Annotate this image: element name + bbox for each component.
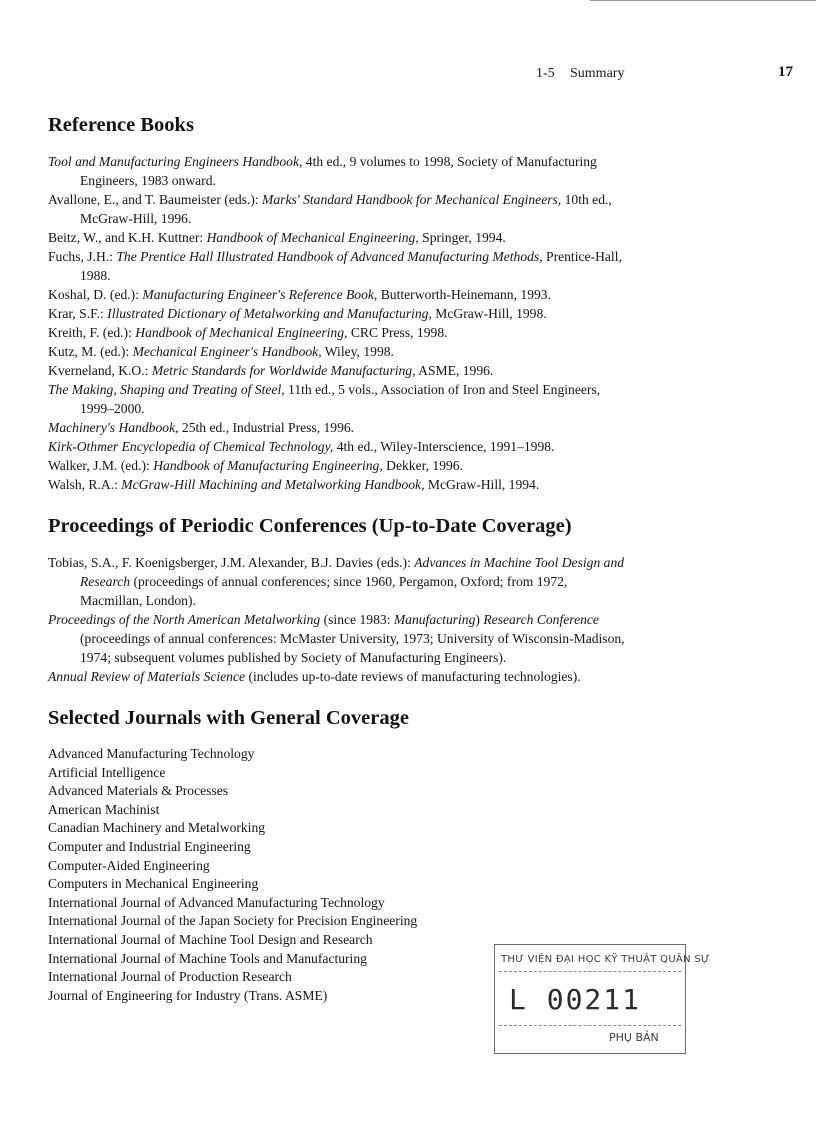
journal-item: Advanced Manufacturing Technology — [48, 746, 255, 761]
stamp-accession-number: L 00211 — [509, 983, 642, 1016]
page-number: 17 — [778, 64, 793, 80]
journal-item: Computer and Industrial Engineering — [48, 838, 251, 854]
reference-entry: Beitz, W., and K.H. Kuttner: Handbook of Mechanical Engineering, Springer, 1994. — [48, 230, 506, 245]
stamp-divider — [499, 1025, 681, 1026]
library-stamp — [494, 944, 710, 1054]
journal-item: American Machinist — [48, 801, 160, 817]
stamp-divider — [499, 971, 681, 972]
top-rule — [590, 0, 816, 1]
page-content — [48, 112, 632, 1024]
stamp-copy-label: PHỤ BẢN — [609, 1031, 659, 1044]
reference-entry: Tool and Manufacturing Engineers Handbook, 4th ed., 9 volumes to 1998, Society of Manufacturing Engineers, 1983 onward. — [48, 154, 597, 188]
journal-item: International Journal of Production Research — [48, 969, 292, 985]
reference-entry: Walker, J.M. (ed.): Handbook of Manufacturing Engineering, Dekker, 1996. — [48, 458, 464, 473]
journal-item: Computer-Aided Engineering — [48, 857, 210, 873]
reference-entry: The Making, Shaping and Treating of Steel, 11th ed., 5 vols., Association of Iron and Steel Engineers, 1999–2000. — [48, 382, 601, 416]
reference-entry: Fuchs, J.H.: The Prentice Hall Illustrated Handbook of Advanced Manufacturing Methods, Prentice-Hall, 1988. — [48, 249, 622, 283]
journals-heading: Selected Journals with General Coverage — [48, 707, 409, 729]
stamp-library-name: THƯ VIỆN ĐẠI HỌC KỸ THUẬT QUÂN SỰ — [501, 954, 710, 965]
section-number: 1-5 — [536, 66, 555, 81]
proceedings-entry: Tobias, S.A., F. Koenigsberger, J.M. Alexander, B.J. Davies (eds.): Advances in Machine Tool Design and Research (proceedings of annual conferences; since 1960, Pergamon, Oxford; from 1972, Macmillan, London). — [48, 555, 625, 608]
reference-entry: Kreith, F. (ed.): Handbook of Mechanical Engineering, CRC Press, 1998. — [48, 325, 448, 340]
proceedings-heading: Proceedings of Periodic Conferences (Up-to-Date Coverage) — [48, 515, 572, 537]
journal-item: Advanced Materials & Processes — [48, 783, 229, 799]
journal-item: International Journal of Machine Tools and Manufacturing — [48, 950, 367, 966]
reference-entry: Kverneland, K.O.: Metric Standards for Worldwide Manufacturing, ASME, 1996. — [48, 363, 494, 378]
journal-item: Computers in Mechanical Engineering — [48, 876, 259, 892]
journal-item: International Journal of Advanced Manufacturing Technology — [48, 894, 385, 910]
reference-books-section — [48, 112, 632, 494]
proceedings-entry: Proceedings of the North American Metalworking (since 1983: Manufacturing) Research Conference (proceedings of annual conferences: McMaster University, 1973; University of Wisconsin-Madison, 1974; subsequent volumes published by Society of Manufacturing Engineers). — [48, 612, 625, 665]
journal-item: International Journal of Machine Tool Design and Research — [48, 931, 373, 947]
proceedings-list — [48, 553, 632, 686]
reference-books-heading: Reference Books — [48, 114, 194, 136]
journal-item: Canadian Machinery and Metalworking — [48, 820, 266, 836]
journal-item: Journal of Engineering for Industry (Trans. ASME) — [48, 987, 328, 1003]
reference-entry: Machinery's Handbook, 25th ed., Industrial Press, 1996. — [48, 420, 355, 435]
proceedings-section — [48, 513, 632, 686]
reference-entry: Kirk-Othmer Encyclopedia of Chemical Technology, 4th ed., Wiley-Interscience, 1991–1998. — [48, 439, 555, 454]
running-header — [0, 64, 816, 84]
reference-entry: Walsh, R.A.: McGraw-Hill Machining and Metalworking Handbook, McGraw-Hill, 1994. — [48, 477, 540, 492]
section-title: Summary — [570, 66, 625, 81]
proceedings-entry: Annual Review of Materials Science (includes up-to-date reviews of manufacturing technologies). — [48, 669, 581, 684]
reference-entry: Avallone, E., and T. Baumeister (eds.): Marks' Standard Handbook for Mechanical Engineers, 10th ed., McGraw-Hill, 1996. — [48, 192, 612, 226]
journal-item: International Journal of the Japan Society for Precision Engineering — [48, 913, 418, 929]
reference-books-list — [48, 152, 632, 494]
reference-entry: Koshal, D. (ed.): Manufacturing Engineer's Reference Book, Butterworth-Heinemann, 1993. — [48, 287, 551, 302]
reference-entry: Kutz, M. (ed.): Mechanical Engineer's Handbook, Wiley, 1998. — [48, 344, 394, 359]
journal-item: Artificial Intelligence — [48, 764, 166, 780]
reference-entry: Krar, S.F.: Illustrated Dictionary of Metalworking and Manufacturing, McGraw-Hill, 1998. — [48, 306, 547, 321]
